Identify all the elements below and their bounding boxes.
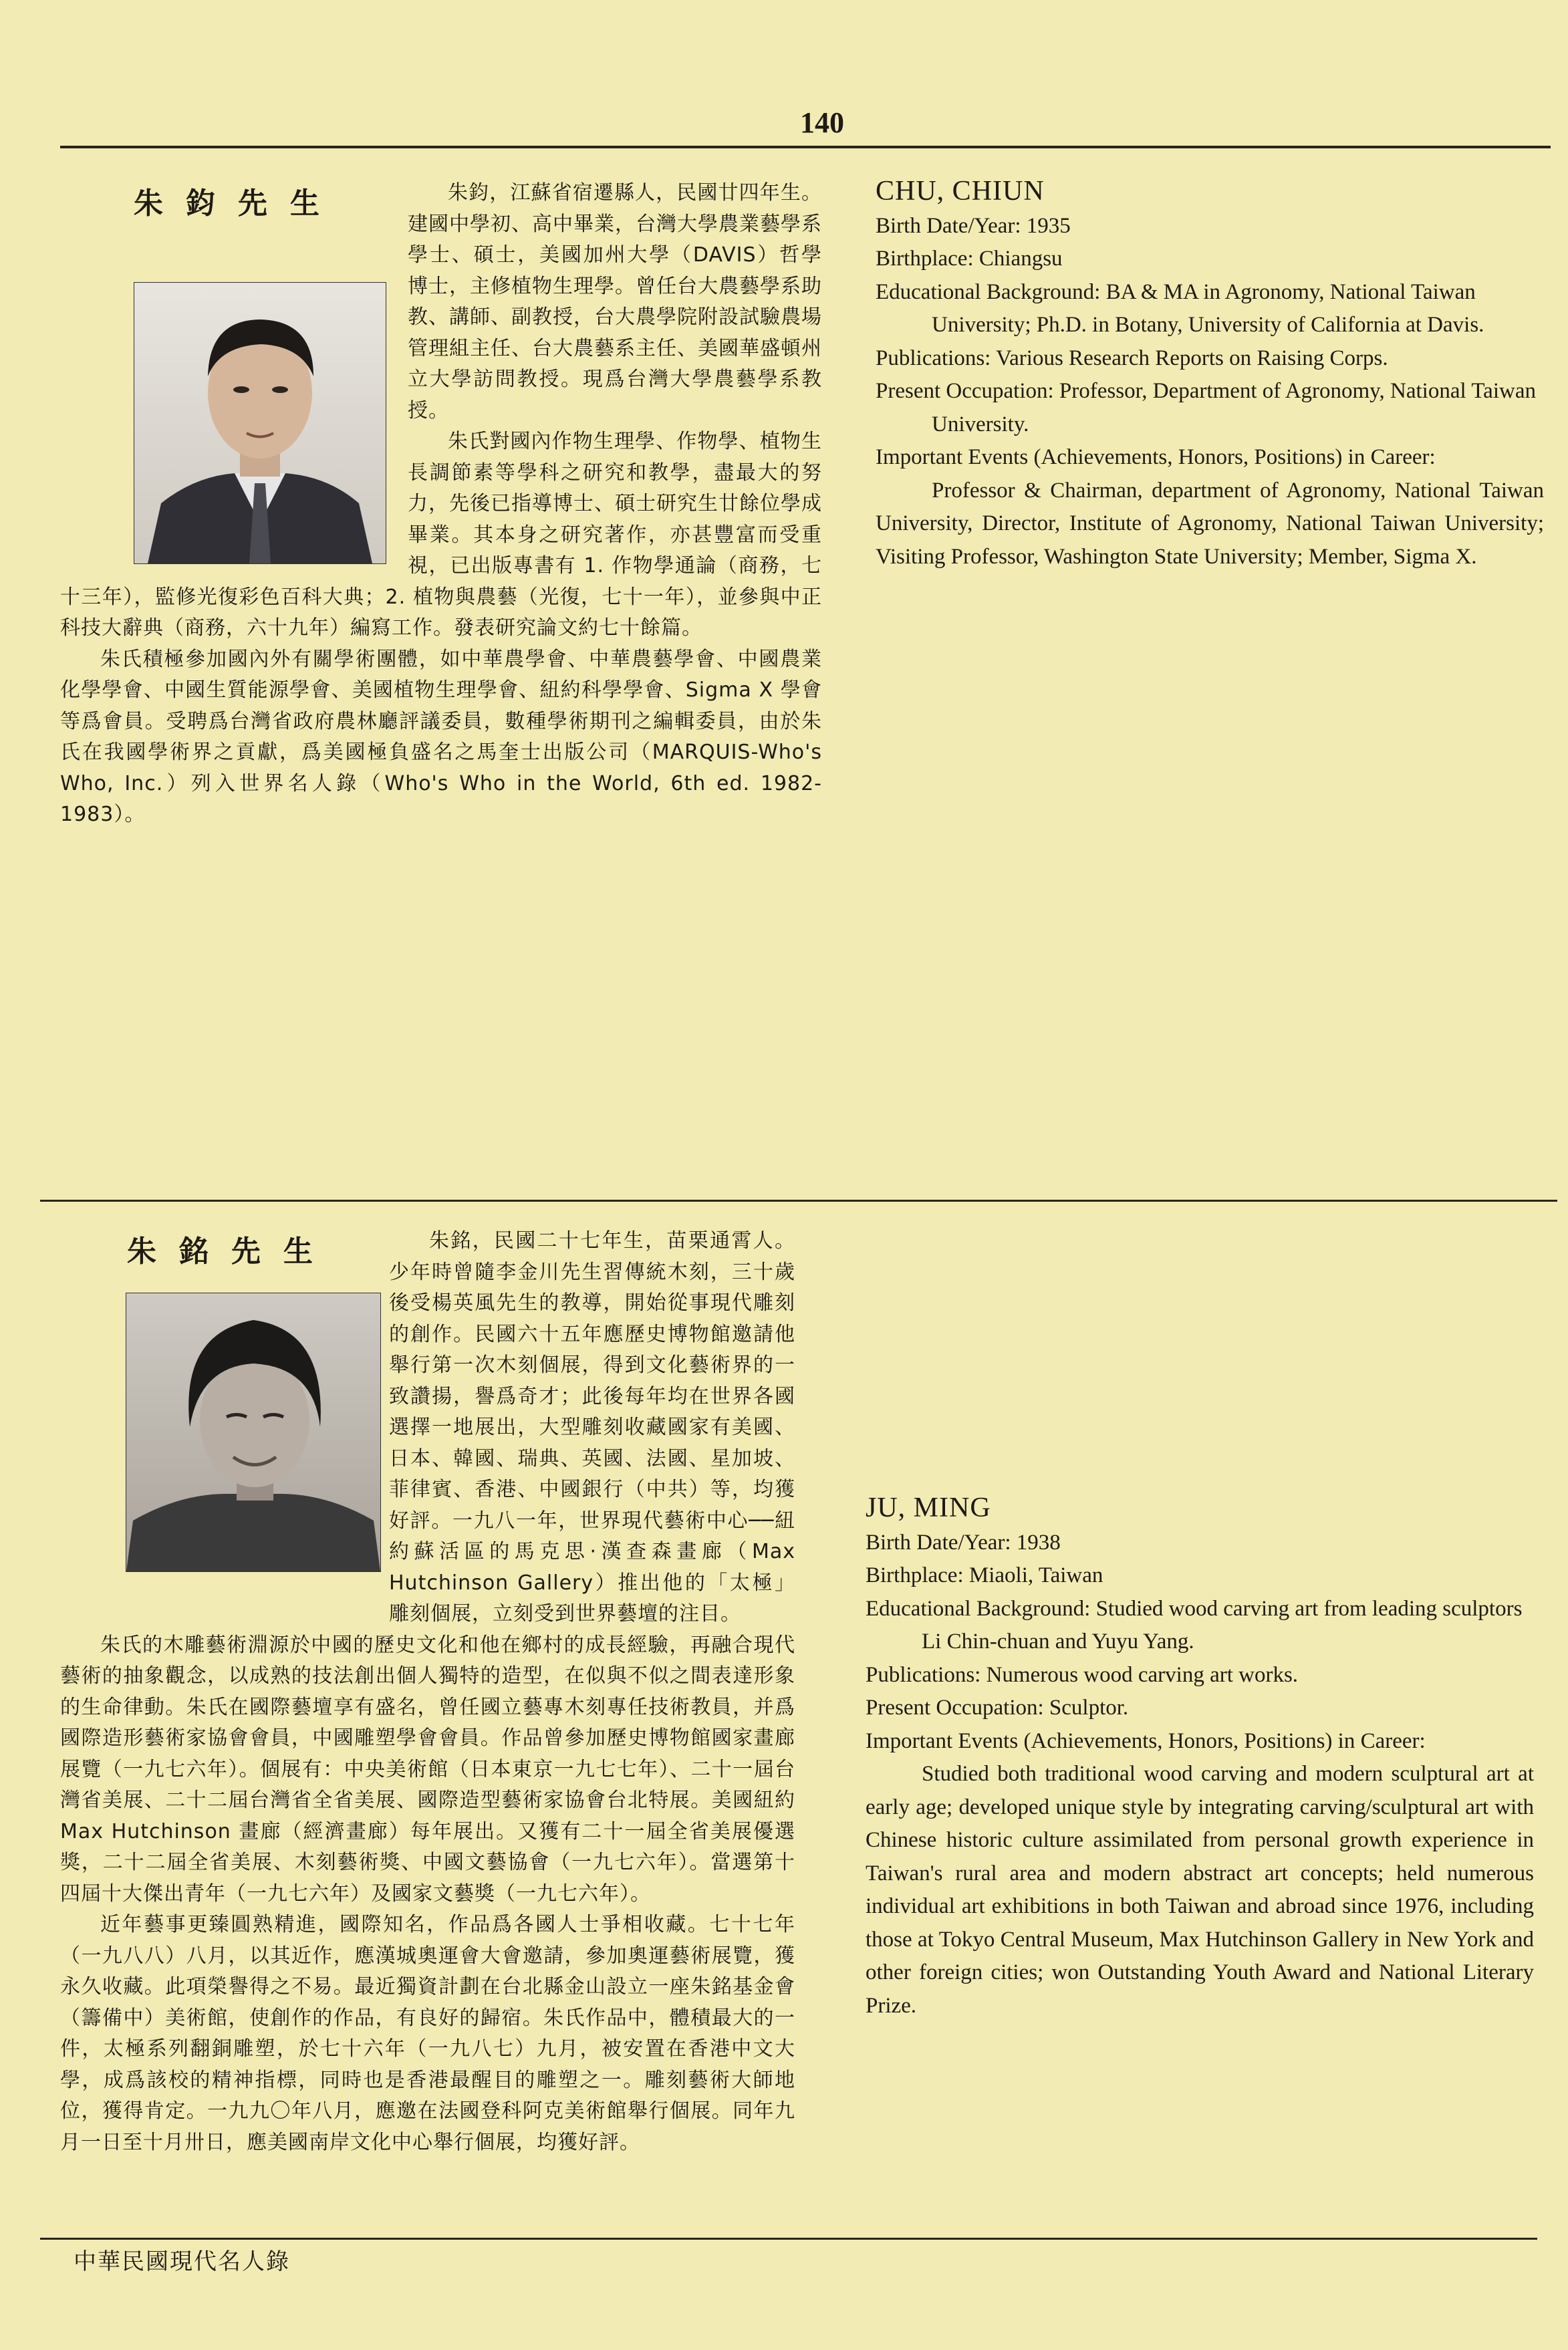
entry-2-chinese-biography <box>60 1226 795 2158</box>
entry-1-occupation: Present Occupation: Professor, Department of Agronomy, National Taiwan University. <box>876 379 1536 436</box>
entry-1-birth-date: Birth Date/Year: 1935 <box>876 213 1071 238</box>
entry-1-birthplace: Birthplace: Chiangsu <box>876 247 1063 271</box>
footer-rule <box>40 2238 1537 2240</box>
entry-1-chinese-name: 朱鈞先生 <box>134 186 342 221</box>
entry-1-publications: Publications: Various Research Reports on Raising Corps. <box>876 346 1388 370</box>
entry-2-education: Educational Background: Studied wood carving art from leading sculptors Li Chin-chuan and Yuyu Yang. <box>866 1596 1523 1654</box>
entry-1-events-label: Important Events (Achievements, Honors, Positions) in Career: <box>876 445 1436 469</box>
entry-2-occupation: Present Occupation: Sculptor. <box>866 1696 1129 1720</box>
entry-2-zh-paragraph: 朱氏的木雕藝術淵源於中國的歷史文化和他在鄉村的成長經驗，再融合現代藝術的抽象觀念，以成熟的技法創出個人獨特的造型，在似與不似之間表達形象的生命律動。朱氏在國際藝壇享有盛名，曾任國立藝專木刻專任技術教員，并爲國際造形藝術家協會會員，中國雕塑學會會員。作品曾參加歷史博物館國家畫廊展覽（一九七六年）。個展有：中央美術館（日本東京一九七七年）、二十一屆台灣省美展、二十二屆台灣省全省美展、國際造型藝術家協會台北特展。美國紐約 Max Hutchinson 畫廊（經濟畫廊）每年展出。又獲有二十一屆全省美展優選獎，二十二屆全省美展、木刻藝術獎、中國文藝協會（一九七六年）。當選第十四屆十大傑出青年（一九七六年）及國家文藝獎（一九七六年）。 <box>60 1633 795 1906</box>
section-divider <box>40 1200 1557 1202</box>
entry-2-birthplace: Birthplace: Miaoli, Taiwan <box>866 1563 1103 1587</box>
entry-1-chinese-biography <box>60 178 822 831</box>
footer-book-title: 中華民國現代名人錄 <box>74 2248 290 2275</box>
header-rule <box>60 146 1551 148</box>
entry-2-events-label: Important Events (Achievements, Honors, Positions) in Career: <box>866 1728 1426 1753</box>
entry-1-zh-paragraph: 朱氏對國內作物生理學、作物學、植物生長調節素等學科之研究和教學，盡最大的努力，先後已指導博士、碩士研究生廿餘位學成畢業。其本身之研究著作，亦甚豐富而受重視，已出版專書有 1. 作物學通論（商務，七十三年），監修光復彩色百科大典；2. 植物與農藝（光復，七十一年），並參與中正科技大辭典（商務，六十九年）編寫工作。發表研究論文約七十餘篇。 <box>60 430 822 640</box>
entry-1-events: Professor & Chairman, department of Agronomy, National Taiwan University, Director, Institute of Agronomy, National Taiwan University; Visiting Professor, Washington State University; Member, Sigma X. <box>876 478 1544 569</box>
entry-1-education: Educational Background: BA & MA in Agronomy, National Taiwan University; Ph.D. in Botany, University of California at Davis. <box>876 279 1484 337</box>
entry-1-english-biography <box>876 175 1544 573</box>
entry-2-zh-paragraph: 近年藝事更臻圓熟精進，國際知名，作品爲各國人士爭相收藏。七十七年（一九八八）八月，以其近作，應漢城奧運會大會邀請，參加奧運藝術展覽，獲永久收藏。此項榮譽得之不易。最近獨資計劃在台北縣金山設立一座朱銘基金會（籌備中）美術館，使創作的作品，有良好的歸宿。朱氏作品中，體積最大的一件，太極系列翻銅雕塑，於七十六年（一九八七）九月，被安置在香港中文大學，成爲該校的精神指標，同時也是香港最醒目的雕塑之一。雕刻藝術大師地位，獲得肯定。一九九〇年八月，應邀在法國登科阿克美術館舉行個展。同年九月一日至十月卅日，應美國南岸文化中心舉行個展，均獲好評。 <box>60 1913 795 2154</box>
entry-2-birth-date: Birth Date/Year: 1938 <box>866 1530 1061 1555</box>
entry-1-zh-paragraph: 朱氏積極參加國內外有關學術團體，如中華農學會、中華農藝學會、中國農業化學學會、中國生質能源學會、美國植物生理學會、紐約科學學會、Sigma X 學會等爲會員。受聘爲台灣省政府農林廳評議委員，數種學術期刊之編輯委員，由於朱氏在我國學術界之貢獻，爲美國極負盛名之馬奎士出版公司（MARQUIS-Who's Who, Inc.）列入世界名人錄（Who's Who in the World, 6th ed. 1982-1983）。 <box>60 647 822 826</box>
entry-2-english-name: JU, MING <box>866 1492 991 1523</box>
entry-2-zh-paragraph: 朱銘，民國二十七年生，苗栗通霄人。少年時曾隨李金川先生習傳統木刻，三十歲後受楊英風先生的教導，開始從事現代雕刻的創作。民國六十五年應歷史博物館邀請他舉行第一次木刻個展，得到文化藝術界的一致讚揚，譽爲奇才；此後每年均在世界各國選擇一地展出，大型雕刻收藏國家有美國、日本、韓國、瑞典、英國、法國、星加坡、菲律賓、香港、中國銀行（中共）等，均獲好評。一九八一年，世界現代藝術中心──紐約蘇活區的馬克思·漢查森畫廊（Max Hutchinson Gallery）推出他的「太極」雕刻個展，立刻受到世界藝壇的注目。 <box>389 1229 795 1625</box>
page-number: 140 <box>800 106 844 139</box>
entry-2-english-biography <box>866 1492 1534 2022</box>
entry-1-zh-paragraph: 朱鈞，江蘇省宿遷縣人，民國廿四年生。建國中學初、高中畢業，台灣大學農業藝學系學士、碩士，美國加州大學（DAVIS）哲學博士，主修植物生理學。曾任台大農藝學系助教、講師、副教授，台大農學院附設試驗農場管理組主任、台大農藝系主任、美國華盛頓州立大學訪問教授。現爲台灣大學農藝學系教授。 <box>408 181 822 422</box>
entry-2-chinese-name: 朱銘先生 <box>127 1234 336 1269</box>
entry-2-publications: Publications: Numerous wood carving art works. <box>866 1662 1299 1687</box>
entry-1-english-name: CHU, CHIUN <box>876 176 1045 207</box>
entry-2-events: Studied both traditional wood carving and modern sculptural art at early age; developed unique style by integrating carving/sculptural art with Chinese historic culture assimilated from personal growth experience in Taiwan's rural area and modern abstract art concepts; held numerous individual art exhibitions in both Taiwan and abroad since 1976, including those at Tokyo Central Museum, Max Hutchinson Gallery in New York and other foreign cities; won Outstanding Youth Award and National Literary Prize. <box>866 1762 1534 2018</box>
